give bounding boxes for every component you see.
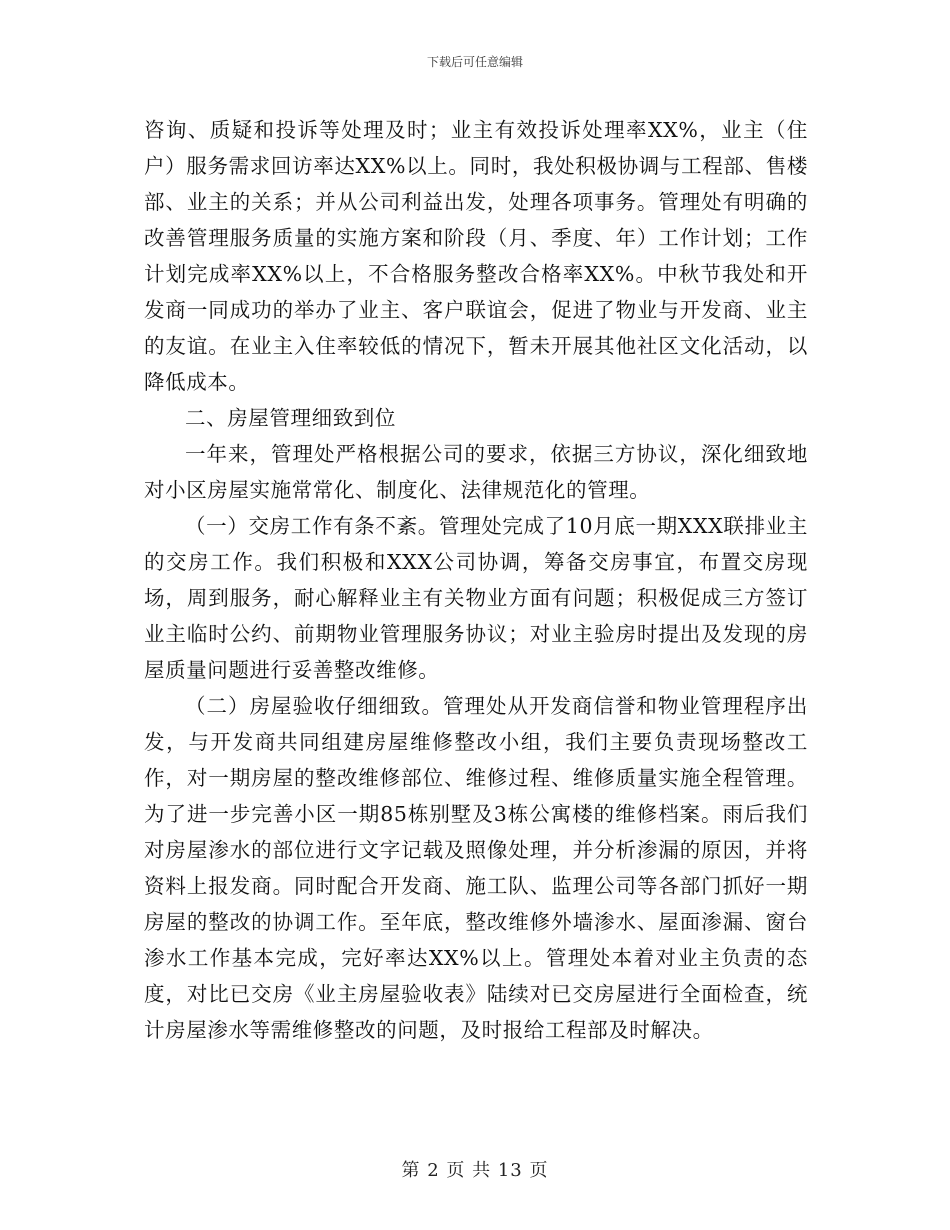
header-note: 下载后可任意编辑 <box>426 55 523 69</box>
paragraph-inspection: （二）房屋验收仔细细致。管理处从开发商信誉和物业管理程序出发，与开发商共同组建房屋维修整改小组，我们主要负责现场整改工作，对一期房屋的整改维修部位、维修过程、维修质量实施全程管理。为了进一步完善小区一期85栋别墅及3栋公寓楼的维修档案。雨后我们对房屋渗水的部位进行文字记载及照像处理，并分析渗漏的原因，并将资料上报发商。同时配合开发商、施工队、监理公司等各部门抓好一期房屋的整改的协调工作。至年底，整改维修外墙渗水、屋面渗漏、窗台渗水工作基本完成，完好率达XX%以上。管理处本着对业主负责的态度，对比已交房《业主房屋验收表》陆续对已交房屋进行全面检查，统计房屋渗水等需维修整改的问题，及时报给工程部及时解决。 <box>144 694 808 1042</box>
paragraph-service-summary: 咨询、质疑和投诉等处理及时；业主有效投诉处理率XX%，业主（住户）服务需求回访率达XX%以上。同时，我处积极协调与工程部、售楼部、业主的关系；并从公司利益出发，处理各项事务。管理处有明确的改善管理服务质量的实施方案和阶段（月、季度、年）工作计划；工作计划完成率XX%以上，不合格服务整改合格率XX%。中秋节我处和开发商一同成功的举办了业主、客户联谊会，促进了物业与开发商、业主的友谊。在业主入住率较低的情况下，暂未开展其他社区文化活动，以降低成本。 <box>144 118 808 394</box>
section-heading-housing: 二、房屋管理细致到位 <box>185 406 396 430</box>
paragraph-housing-intro: 一年来，管理处严格根据公司的要求，依据三方协议，深化细致地对小区房屋实施常常化、制度化、法律规范化的管理。 <box>144 442 808 502</box>
page-number: 第 2 页 共 13 页 <box>401 1160 549 1181</box>
paragraph-handover: （一）交房工作有条不紊。管理处完成了10月底一期XXX联排业主的交房工作。我们积极和XXX公司协调，筹备交房事宜，布置交房现场，周到服务，耐心解释业主有关物业方面有问题；积极促成三方签订业主临时公约、前期物业管理服务协议；对业主验房时提出及发现的房屋质量问题进行妥善整改维修。 <box>144 514 808 682</box>
document-body <box>144 112 808 1048</box>
